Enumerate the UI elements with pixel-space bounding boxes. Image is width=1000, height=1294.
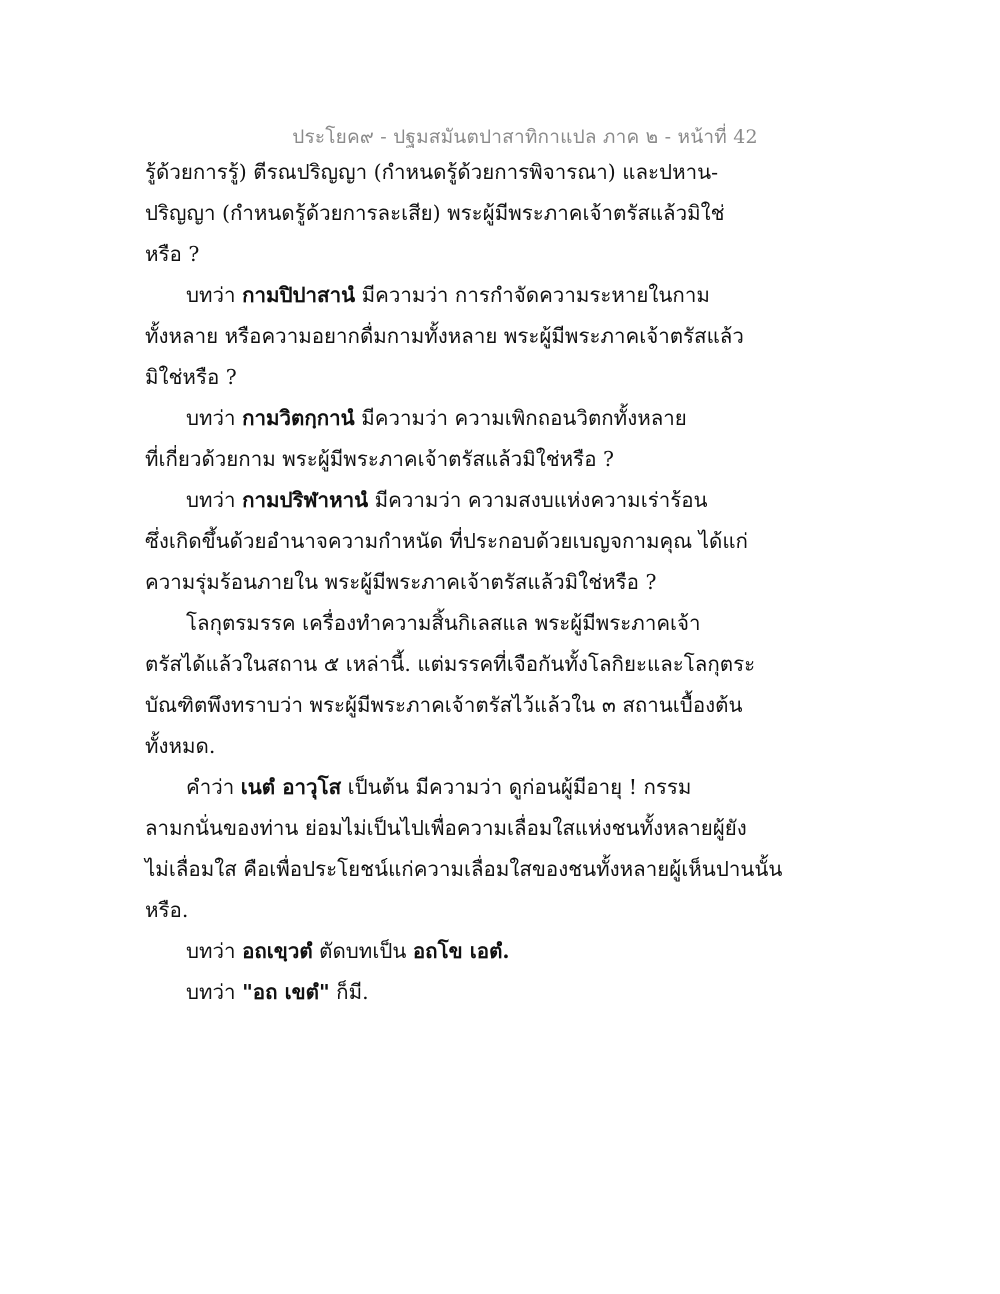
text-line: ที่เกี่ยวด้วยกาม พระผู้มีพระภาคเจ้าตรัสแล้วมิใช่หรือ ? — [145, 447, 615, 471]
text-span: มีความว่า การกำจัดความระหายในกาม — [355, 283, 710, 307]
paragraph-lokuttaramagga: โลกุตรมรรค เครื่องทำความสิ้นกิเลสแล พระผู้มีพระภาคเจ้า — [186, 611, 701, 635]
text-span: บทว่า — [186, 488, 243, 512]
text-line: บัณฑิตพึงทราบว่า พระผู้มีพระภาคเจ้าตรัสไว้แล้วใน ๓ สถานเบื้องต้น — [145, 693, 743, 717]
text-line: ปริญญา (กำหนดรู้ด้วยการละเสีย) พระผู้มีพระภาคเจ้าตรัสแล้วมิใช่ — [145, 201, 725, 225]
paragraph-kamapipasanam — [145, 275, 785, 316]
text-line: ทั้งหลาย หรือความอยากดื่มกามทั้งหลาย พระผู้มีพระภาคเจ้าตรัสแล้ว — [145, 324, 744, 348]
text-span: เป็นต้น มีความว่า ดูก่อนผู้มีอายุ ! กรรม — [341, 775, 692, 799]
text-span: บทว่า — [186, 939, 243, 963]
pali-term: "อถ เขตํ" — [242, 980, 330, 1004]
text-line: มิใช่หรือ ? — [145, 365, 237, 389]
paragraph-atha-khetam — [145, 972, 785, 1013]
paragraph-kamavitakkanam — [145, 398, 785, 439]
text-span: มีความว่า ความสงบแห่งความเร่าร้อน — [368, 488, 708, 512]
text-line: รู้ด้วยการรู้) ตีรณปริญญา (กำหนดรู้ด้วยการพิจารณา) และปหาน- — [145, 160, 719, 184]
text-line: ไม่เลื่อมใส คือเพื่อประโยชน์แก่ความเลื่อมใสของชนทั้งหลายผู้เห็นปานนั้น — [145, 857, 783, 881]
text-line: ซึ่งเกิดขึ้นด้วยอำนาจความกำหนัด ที่ประกอบด้วยเบญจกามคุณ ได้แก่ — [145, 529, 748, 553]
text-line: ตรัสได้แล้วในสถาน ๕ เหล่านี้. แต่มรรคที่เจือกันทั้งโลกิยะและโลกุตระ — [145, 652, 756, 676]
paragraph-netam-avuso — [145, 767, 785, 808]
text-line: ทั้งหมด. — [145, 734, 216, 758]
text-span: บทว่า — [186, 980, 243, 1004]
text-line: ลามกนั่นของท่าน ย่อมไม่เป็นไปเพื่อความเลื่อมใสแห่งชนทั้งหลายผู้ยัง — [145, 816, 747, 840]
text-line: หรือ ? — [145, 242, 200, 266]
pali-term: อถโข เอตํ. — [412, 939, 510, 963]
text-span: บทว่า — [186, 283, 243, 307]
text-span: ก็มี. — [329, 980, 369, 1004]
text-span: มีความว่า ความเพิกถอนวิตกทั้งหลาย — [354, 406, 687, 430]
pali-term: เนตํ อาวุโส — [240, 775, 342, 799]
text-line: ความรุ่มร้อนภายใน พระผู้มีพระภาคเจ้าตรัสแล้วมิใช่หรือ ? — [145, 570, 657, 594]
pali-term: อถเขฺวตํ — [242, 939, 313, 963]
pali-term: กามปริฬาหานํ — [242, 488, 369, 512]
document-body — [145, 152, 785, 1013]
pali-term: กามวิตกฺกานํ — [242, 406, 355, 430]
running-head: ประโยค๙ - ปฐมสมันตปาสาทิกาแปล ภาค ๒ - หน้าที่ 42 — [292, 126, 758, 148]
paragraph-athakhvetam — [145, 931, 785, 972]
text-line: หรือ. — [145, 898, 189, 922]
pali-term: กามปิปาสานํ — [242, 283, 356, 307]
text-span: บทว่า — [186, 406, 243, 430]
paragraph-kamaparilahanam — [145, 480, 785, 521]
text-span: ตัดบทเป็น — [312, 939, 413, 963]
text-span: คำว่า — [186, 775, 241, 799]
